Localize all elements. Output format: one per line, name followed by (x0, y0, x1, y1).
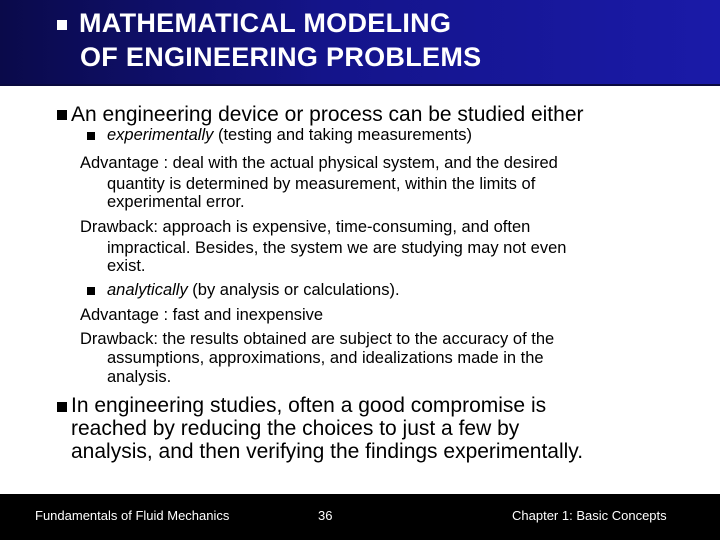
an-drawback-cont-1: assumptions, approximations, and idealizations made in the (107, 349, 544, 367)
analytically-term: analytically (107, 281, 188, 299)
footer-book-title: Fundamentals of Fluid Mechanics (35, 508, 230, 523)
footer-bar (0, 494, 720, 540)
analytically-desc: (by analysis or calculations). (187, 281, 400, 299)
sub-bullet-square-icon (87, 287, 95, 295)
exp-advantage-cont-1: quantity is determined by measurement, within the limits of (107, 175, 536, 193)
exp-drawback-cont-1: impractical. Besides, the system we are studying may not even (107, 239, 567, 257)
bullet-square-icon (57, 110, 67, 120)
footer-chapter: Chapter 1: Basic Concepts (512, 508, 667, 523)
an-advantage: Advantage : fast and inexpensive (80, 306, 324, 324)
experimentally-term: experimentally (107, 126, 214, 144)
an-drawback: Drawback: the results obtained are subject to the accuracy of the (80, 330, 555, 348)
bullet-1: An engineering device or process can be studied either (71, 103, 584, 126)
bullet-2-line-1: In engineering studies, often a good compromise is (71, 394, 547, 417)
experimentally-desc: (testing and taking measurements) (213, 126, 473, 144)
an-drawback-cont-2: analysis. (107, 368, 172, 386)
footer-page-number: 36 (318, 508, 333, 523)
exp-drawback: Drawback: approach is expensive, time-consuming, and often (80, 218, 531, 236)
title-line-2: OF ENGINEERING PROBLEMS (80, 42, 482, 72)
exp-advantage: Advantage : deal with the actual physical system, and the desired (80, 154, 558, 172)
title-bar (0, 0, 720, 86)
bullet-2-line-2: reached by reducing the choices to just a few by (71, 417, 520, 440)
bullet-2-line-3: analysis, and then verifying the findings experimentally. (71, 440, 584, 463)
sub-bullet-analytically (107, 282, 400, 299)
exp-drawback-cont-2: exist. (107, 257, 146, 275)
bullet-square-icon (57, 402, 67, 412)
sub-bullet-square-icon (87, 132, 95, 140)
exp-advantage-cont-2: experimental error. (107, 193, 245, 211)
slide-title (79, 6, 481, 74)
title-bullet-icon (57, 20, 67, 30)
sub-bullet-experimentally (107, 127, 472, 144)
title-line-1: MATHEMATICAL MODELING (79, 8, 452, 38)
